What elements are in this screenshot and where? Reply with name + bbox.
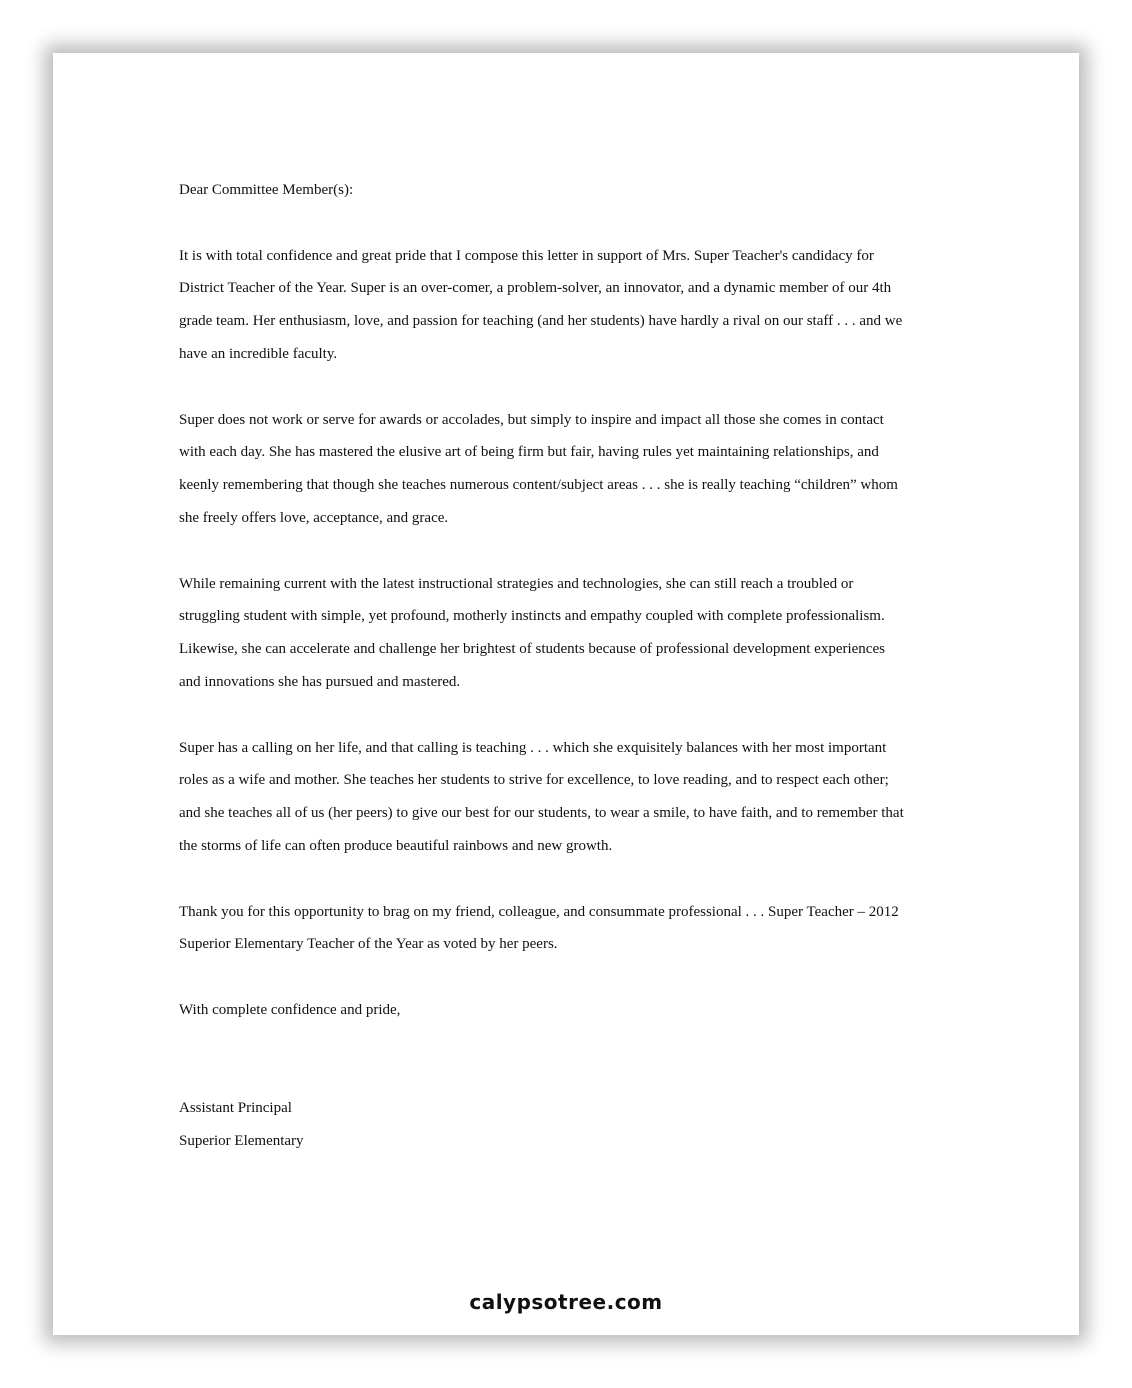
paragraph-line: District Teacher of the Year. Super is an over-comer, a problem-solver, an innovator, and a dynamic member of our 4th <box>179 280 892 297</box>
paragraph-line: the storms of life can often produce beautiful rainbows and new growth. <box>179 837 613 854</box>
watermark: calypsotree.com <box>469 1290 663 1314</box>
paragraph-4 <box>179 732 939 863</box>
paragraph-line: grade team. Her enthusiasm, love, and passion for teaching (and her students) have hardly a rival on our staff . . . and we <box>179 313 903 330</box>
paragraph-line: Super has a calling on her life, and that calling is teaching . . . which she exquisitely balances with her most important <box>179 739 887 756</box>
paragraph-line: and she teaches all of us (her peers) to give our best for our students, to wear a smile, to have faith, and to remember that <box>179 805 904 822</box>
signature-title: Assistant Principal <box>179 1100 292 1117</box>
paragraph-line: with each day. She has mastered the elusive art of being firm but fair, having rules yet maintaining relationships, and <box>179 444 879 461</box>
closing: With complete confidence and pride, <box>179 1001 401 1018</box>
paragraph-3 <box>179 568 939 699</box>
letter-body <box>179 174 939 1158</box>
paragraph-line: roles as a wife and mother. She teaches her students to strive for excellence, to love reading, and to respect each other; <box>179 772 889 789</box>
signature-block <box>179 1092 939 1158</box>
paragraph-1 <box>179 240 939 371</box>
paragraph-line: she freely offers love, acceptance, and grace. <box>179 509 449 526</box>
paragraph-line: Thank you for this opportunity to brag on my friend, colleague, and consummate professional . . . Super Teacher – 2012 <box>179 903 899 920</box>
paragraph-line: While remaining current with the latest instructional strategies and technologies, she can still reach a troubled or <box>179 575 854 592</box>
paragraph-line: Superior Elementary Teacher of the Year as voted by her peers. <box>179 936 558 953</box>
paragraph-line: It is with total confidence and great pride that I compose this letter in support of Mrs. Super Teacher's candidacy for <box>179 247 874 264</box>
paragraph-5 <box>179 896 939 962</box>
paragraph-line: and innovations she has pursued and mastered. <box>179 673 461 690</box>
paragraph-line: have an incredible faculty. <box>179 345 338 362</box>
salutation: Dear Committee Member(s): <box>179 182 354 198</box>
paragraph-2 <box>179 404 939 535</box>
paragraph-line: keenly remembering that though she teaches numerous content/subject areas . . . she is really teaching “children” whom <box>179 477 898 494</box>
paragraph-line: Super does not work or serve for awards or accolades, but simply to inspire and impact all those she comes in contact <box>179 411 884 428</box>
paragraph-line: Likewise, she can accelerate and challenge her brightest of students because of professional development experiences <box>179 641 885 658</box>
signature-school: Superior Elementary <box>179 1133 304 1150</box>
paragraph-line: struggling student with simple, yet profound, motherly instincts and empathy coupled with complete professionalism. <box>179 608 885 625</box>
